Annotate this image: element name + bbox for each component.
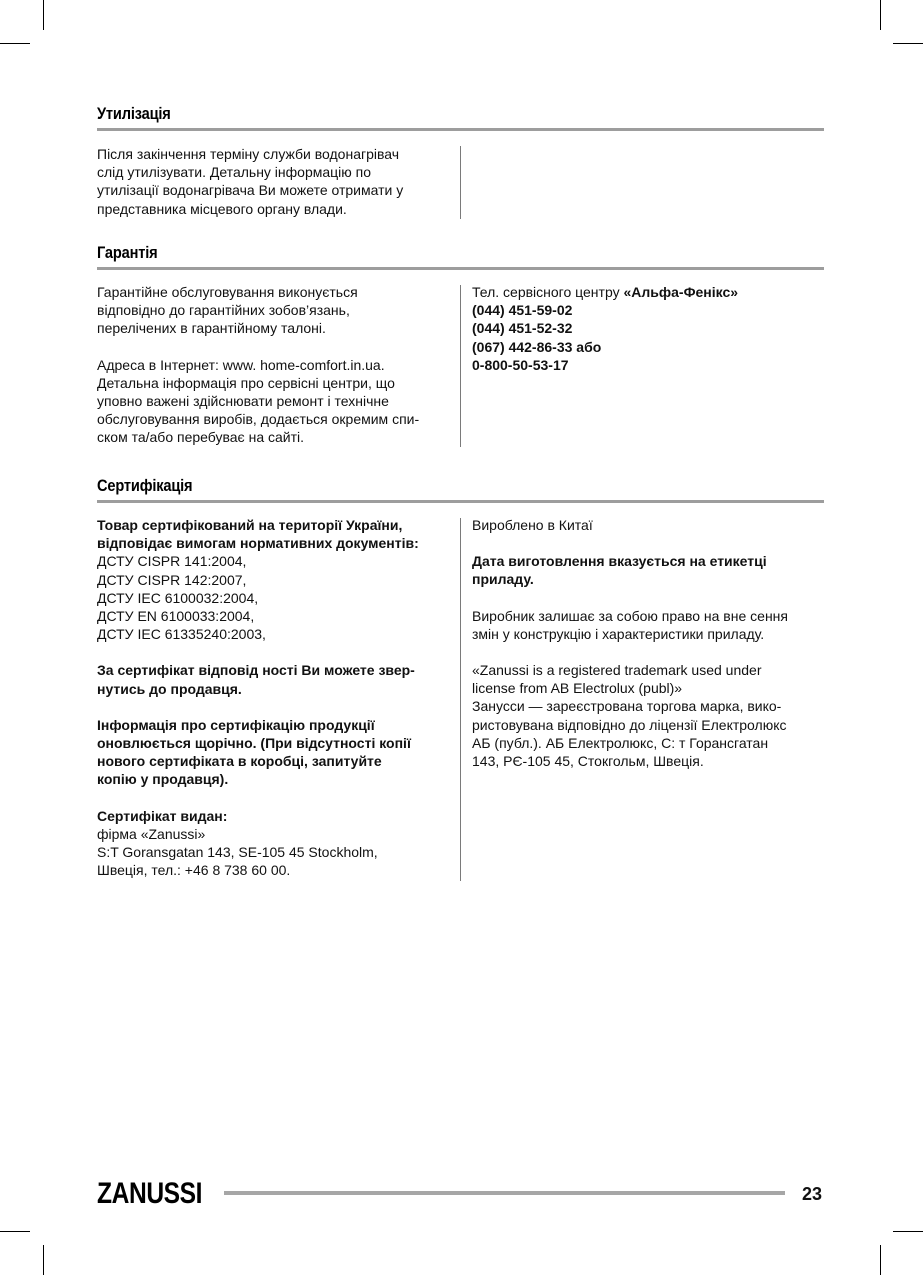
crop-mark (893, 1231, 923, 1232)
section-rule (97, 267, 824, 270)
zanussi-logo: ZANUSSI (97, 1177, 203, 1210)
phone-number: 0-800-50-53-17 (472, 356, 569, 373)
section-rule (97, 128, 824, 131)
column-divider (460, 146, 461, 219)
certification-left-text: Товар сертифікований на території України, відповідає вимогам нормативних документів: ДСТУ CISPR 141:2004, ДСТУ CISPR 142:2007, ДСТУ IEC 6100032:2004, ДСТУ EN 6100033:2004, ДСТУ IEC 61335240:2003, За сертифікат відповід ності Ви можете звер- нутись до продавця. Інформація про сертифікацію продукції оновлюється щорічно. (При відсутності копії нового сертифіката в коробці, запитуйте копію у продавця). Сертифікат видан: фірма «Zanussi» S:T Goransgatan 143, SE-105 45 Stockholm, Швеція, тел.: +46 8 738 60 00. (97, 516, 452, 879)
warranty-contacts: Тел. сервісного центру «Альфа-Фенікс» (044) 451-59-02 (044) 451-52-32 (067) 442-86-33 або 0-800-50-53-17 (472, 283, 824, 374)
crop-mark (43, 1245, 44, 1275)
crop-mark (43, 0, 44, 30)
phone-number: (067) 442-86-33 або (472, 338, 602, 355)
standard-item: ДСТУ IEC 6100032:2004, (97, 589, 259, 606)
phone-number: (044) 451-52-32 (472, 320, 573, 337)
section-rule (97, 500, 824, 503)
standard-item: ДСТУ CISPR 141:2004, (97, 553, 247, 570)
disposal-text: Після закінчення терміну служби водонагрівач слід утилізувати. Детальну інформацію по утилізації водонагрівача Ви можете отримати у представника місцевого органу влади. (97, 146, 404, 217)
section-title-certification: Сертифікація (97, 476, 193, 495)
footer-rule (224, 1191, 785, 1195)
section-title-warranty: Гарантія (97, 243, 158, 262)
warranty-left-text: Гарантійне обслуговування виконується відповідно до гарантійних зобов’язань, перелічених в гарантійному талоні. Адреса в Інтернет: www. home-comfort.in.ua. Детальна інформація про сервісні центри, що уповно важені здійснювати ремонт і технічне обслуговування виробів, додається окремим спи- ском та/або перебуває на сайті. (97, 284, 420, 446)
standard-item: ДСТУ EN 6100033:2004, (97, 608, 255, 625)
crop-mark (893, 43, 923, 44)
crop-mark (0, 1231, 30, 1232)
phone-number: (044) 451-59-02 (472, 302, 573, 319)
page-number: 23 (802, 1184, 823, 1204)
crop-mark (880, 0, 881, 30)
certification-right-text: Вироблено в Китаї Дата виготовлення вказується на етикетці приладу. Виробник залишає за собою право на вне сення змін у конструкцію і характеристики приладу. «Zanussi is a registered trademark used under license from AB Electrolux (publ)» Занусси — зареєстрована торгова марка, вико- ристовувана відповідно до ліцензії Електролюкс АБ (публ.). АБ Електролюкс, С: т Горансгатан 143, РЄ-105 45, Стокгольм, Швеція. (472, 517, 788, 770)
column-divider (460, 518, 461, 881)
crop-mark (880, 1245, 881, 1275)
standard-item: ДСТУ CISPR 142:2007, (97, 571, 247, 588)
standard-item: ДСТУ IEC 61335240:2003, (97, 626, 266, 643)
crop-mark (0, 43, 30, 44)
column-divider (460, 285, 461, 447)
section-title-disposal: Утилізація (97, 104, 171, 123)
service-center-name: «Альфа-Фенікс» (623, 284, 739, 300)
